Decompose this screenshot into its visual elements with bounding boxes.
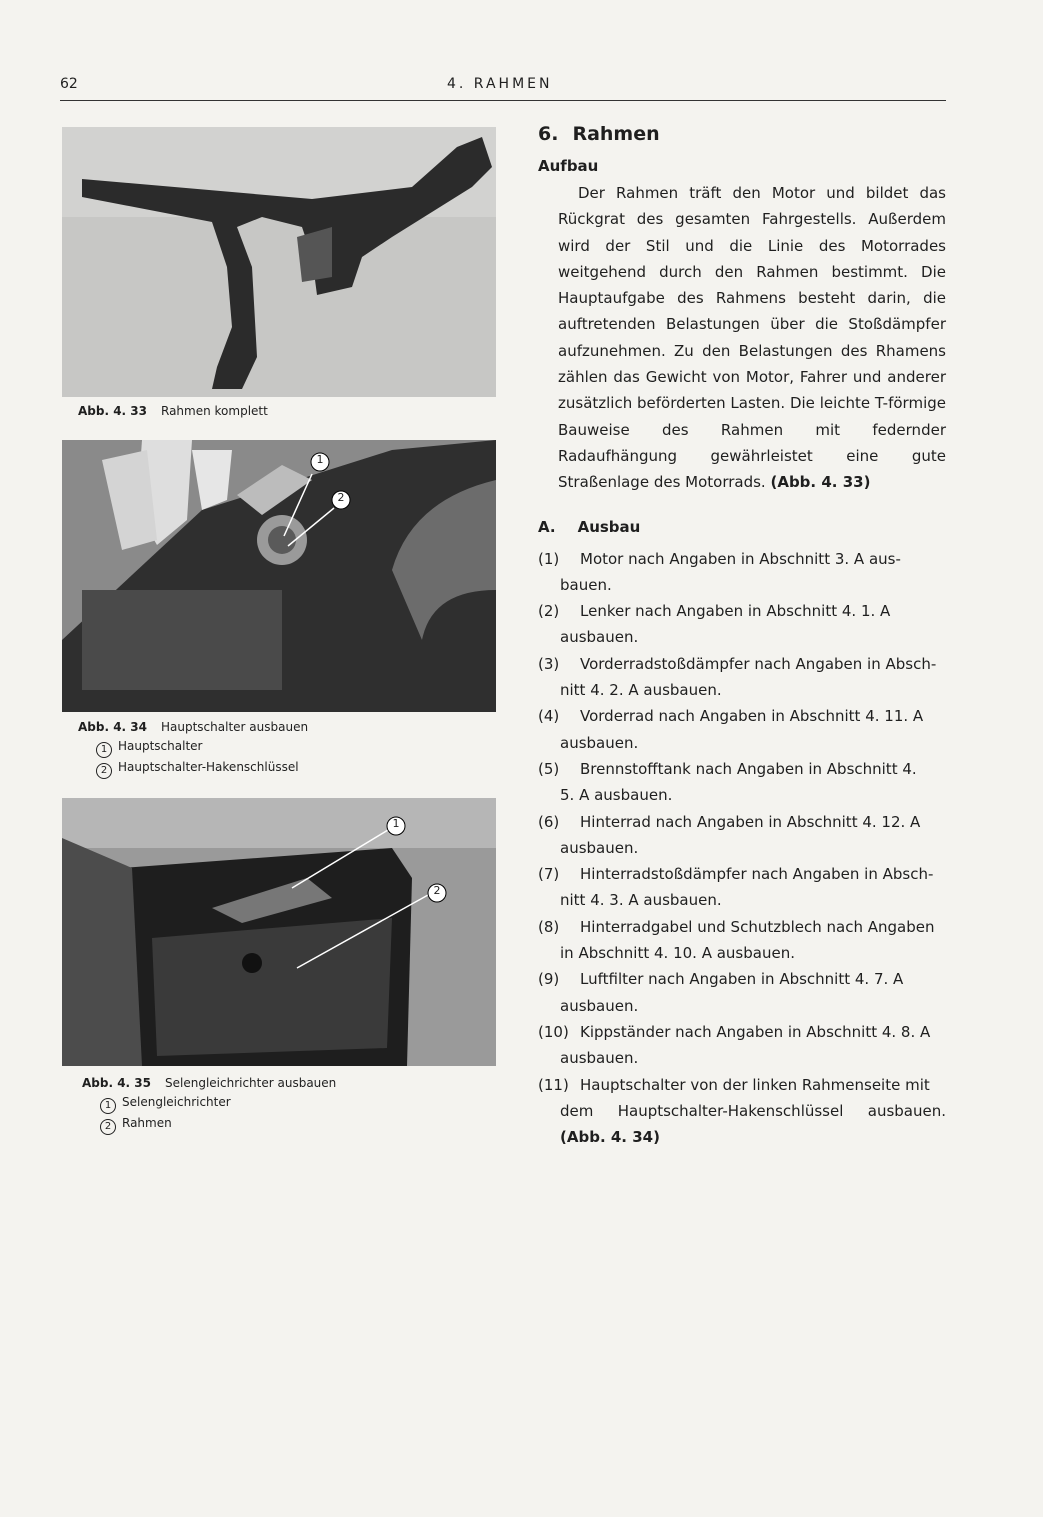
figure-caption-4-34 xyxy=(78,718,308,779)
step-text-cont: ausbauen. xyxy=(560,996,639,1015)
step-text-cont: in Abschnitt 4. 10. A ausbauen. xyxy=(560,944,795,963)
step-text-cont: ausbauen. xyxy=(560,838,639,857)
legend-mark: 1 xyxy=(100,1098,116,1114)
callout-2: 2 xyxy=(337,491,345,504)
legend-mark: 2 xyxy=(96,763,112,779)
list-item xyxy=(538,966,946,1019)
figure-reference: (Abb. 4. 34) xyxy=(560,1128,660,1147)
figure-reference: (Abb. 4. 33) xyxy=(770,473,871,492)
callout-1: 1 xyxy=(316,453,324,466)
step-number: (11) xyxy=(538,1075,569,1094)
legend-item xyxy=(78,758,308,779)
text-column xyxy=(538,118,946,1150)
legend-item xyxy=(82,1093,336,1114)
running-header: 4. RAHMEN xyxy=(447,76,553,92)
figure-title: Hauptschalter ausbauen xyxy=(161,720,309,734)
step-text: Motor nach Angaben in Abschnitt 3. A aus- xyxy=(580,549,901,568)
step-text-cont: ausbauen. xyxy=(560,733,639,752)
step-text-cont: ausbauen. xyxy=(560,628,639,647)
list-item xyxy=(538,1072,946,1151)
legend-item xyxy=(82,1114,336,1135)
legend-item xyxy=(78,737,308,758)
list-item xyxy=(538,809,946,862)
main-switch-photo xyxy=(62,440,496,712)
step-text: Hinterradstoßdämpfer nach Angaben in Absch- xyxy=(580,865,934,884)
figure-caption-4-33 xyxy=(78,402,268,421)
step-number: (5) xyxy=(538,759,560,778)
step-text-cont: bauen. xyxy=(560,575,612,594)
step-number: (10) xyxy=(538,1022,569,1041)
header-rule xyxy=(60,100,946,101)
step-text: Hinterradgabel und Schutzblech nach Angaben xyxy=(580,917,935,936)
list-item xyxy=(538,861,946,914)
step-text: Hinterrad nach Angaben in Abschnitt 4. 12. A xyxy=(580,812,921,831)
ausbau-title: Ausbau xyxy=(577,517,641,536)
legend-label: Hauptschalter xyxy=(118,739,203,753)
ausbau-heading xyxy=(538,514,946,540)
rectifier-photo xyxy=(62,798,496,1066)
figure-title: Selengleichrichter ausbauen xyxy=(165,1076,337,1090)
figure-title: Rahmen komplett xyxy=(161,404,268,418)
subsection-title: Aufbau xyxy=(538,157,599,175)
step-number: (9) xyxy=(538,970,560,989)
step-number: (1) xyxy=(538,549,560,568)
body-paragraph xyxy=(558,180,946,496)
step-text: Kippständer nach Angaben in Abschnitt 4. 8. A xyxy=(580,1022,931,1041)
step-number: (4) xyxy=(538,707,560,726)
list-item xyxy=(538,756,946,809)
legend-label: Selengleichrichter xyxy=(122,1095,231,1109)
list-item xyxy=(538,651,946,704)
step-text-rest: dem Hauptschalter-Hakenschlüssel ausbauen. xyxy=(560,1101,946,1120)
list-item xyxy=(538,703,946,756)
step-number: (3) xyxy=(538,654,560,673)
list-item xyxy=(538,546,946,599)
callout-1: 1 xyxy=(392,817,400,830)
step-text-cont xyxy=(560,1098,946,1151)
step-number: (8) xyxy=(538,917,560,936)
figure-caption-4-35 xyxy=(82,1074,336,1135)
legend-mark: 2 xyxy=(100,1119,116,1135)
step-text: Hauptschalter von der linken Rahmenseite mit xyxy=(580,1075,930,1094)
step-text: Lenker nach Angaben in Abschnitt 4. 1. A xyxy=(580,602,891,621)
ausbau-letter: A. xyxy=(538,517,556,536)
section-title xyxy=(538,118,946,150)
list-item xyxy=(538,598,946,651)
step-number: (7) xyxy=(538,865,560,884)
figure-number: Abb. 4. 35 xyxy=(82,1076,151,1090)
legend-label: Hauptschalter-Hakenschlüssel xyxy=(118,760,299,774)
step-number: (2) xyxy=(538,602,560,621)
list-item xyxy=(538,1019,946,1072)
step-text: Brennstofftank nach Angaben in Abschnitt 4. xyxy=(580,759,917,778)
step-text: Luftfilter nach Angaben in Abschnitt 4. 7. A xyxy=(580,970,904,989)
list-item xyxy=(538,914,946,967)
page-number: 62 xyxy=(60,76,78,92)
step-text-cont: nitt 4. 3. A ausbauen. xyxy=(560,891,722,910)
legend-label: Rahmen xyxy=(122,1116,172,1130)
legend-mark: 1 xyxy=(96,742,112,758)
figure-number: Abb. 4. 34 xyxy=(78,720,147,734)
step-text-cont: ausbauen. xyxy=(560,1049,639,1068)
step-text-cont: nitt 4. 2. A ausbauen. xyxy=(560,681,722,700)
section-number: 6. xyxy=(538,123,559,145)
ausbau-steps xyxy=(538,546,946,1151)
step-number: (6) xyxy=(538,812,560,831)
step-text: Vorderrad nach Angaben in Abschnitt 4. 11. A xyxy=(580,707,924,726)
step-text: Vorderradstoßdämpfer nach Angaben in Absch- xyxy=(580,654,937,673)
section-title-text: Rahmen xyxy=(572,123,660,145)
step-text-cont: 5. A ausbauen. xyxy=(560,786,673,805)
callout-2: 2 xyxy=(433,884,441,897)
figure-number: Abb. 4. 33 xyxy=(78,404,147,418)
frame-photo xyxy=(62,127,496,397)
paragraph-text: Der Rahmen träft den Motor und bildet das Rückgrat des gesamten Fahrgestells. Außerdem wird der Stil und die Linie des Motorrades weitgehend durch den Rahmen bestimmt. Die Hauptaufgabe des Rahmens besteht darin, die auftretenden Belastungen über die Stoßdämpfer aufzunehmen. Zu den Belastungen des Rhamens zählen das Gewicht von Motor, Fahrer und anderer zusätzlich beförderten Lasten. Die leichte T-förmige Bauweise des Rahmen mit federnder Radaufhängung gewährleistet eine gute Straßenlage des Motorrads. xyxy=(558,184,946,492)
